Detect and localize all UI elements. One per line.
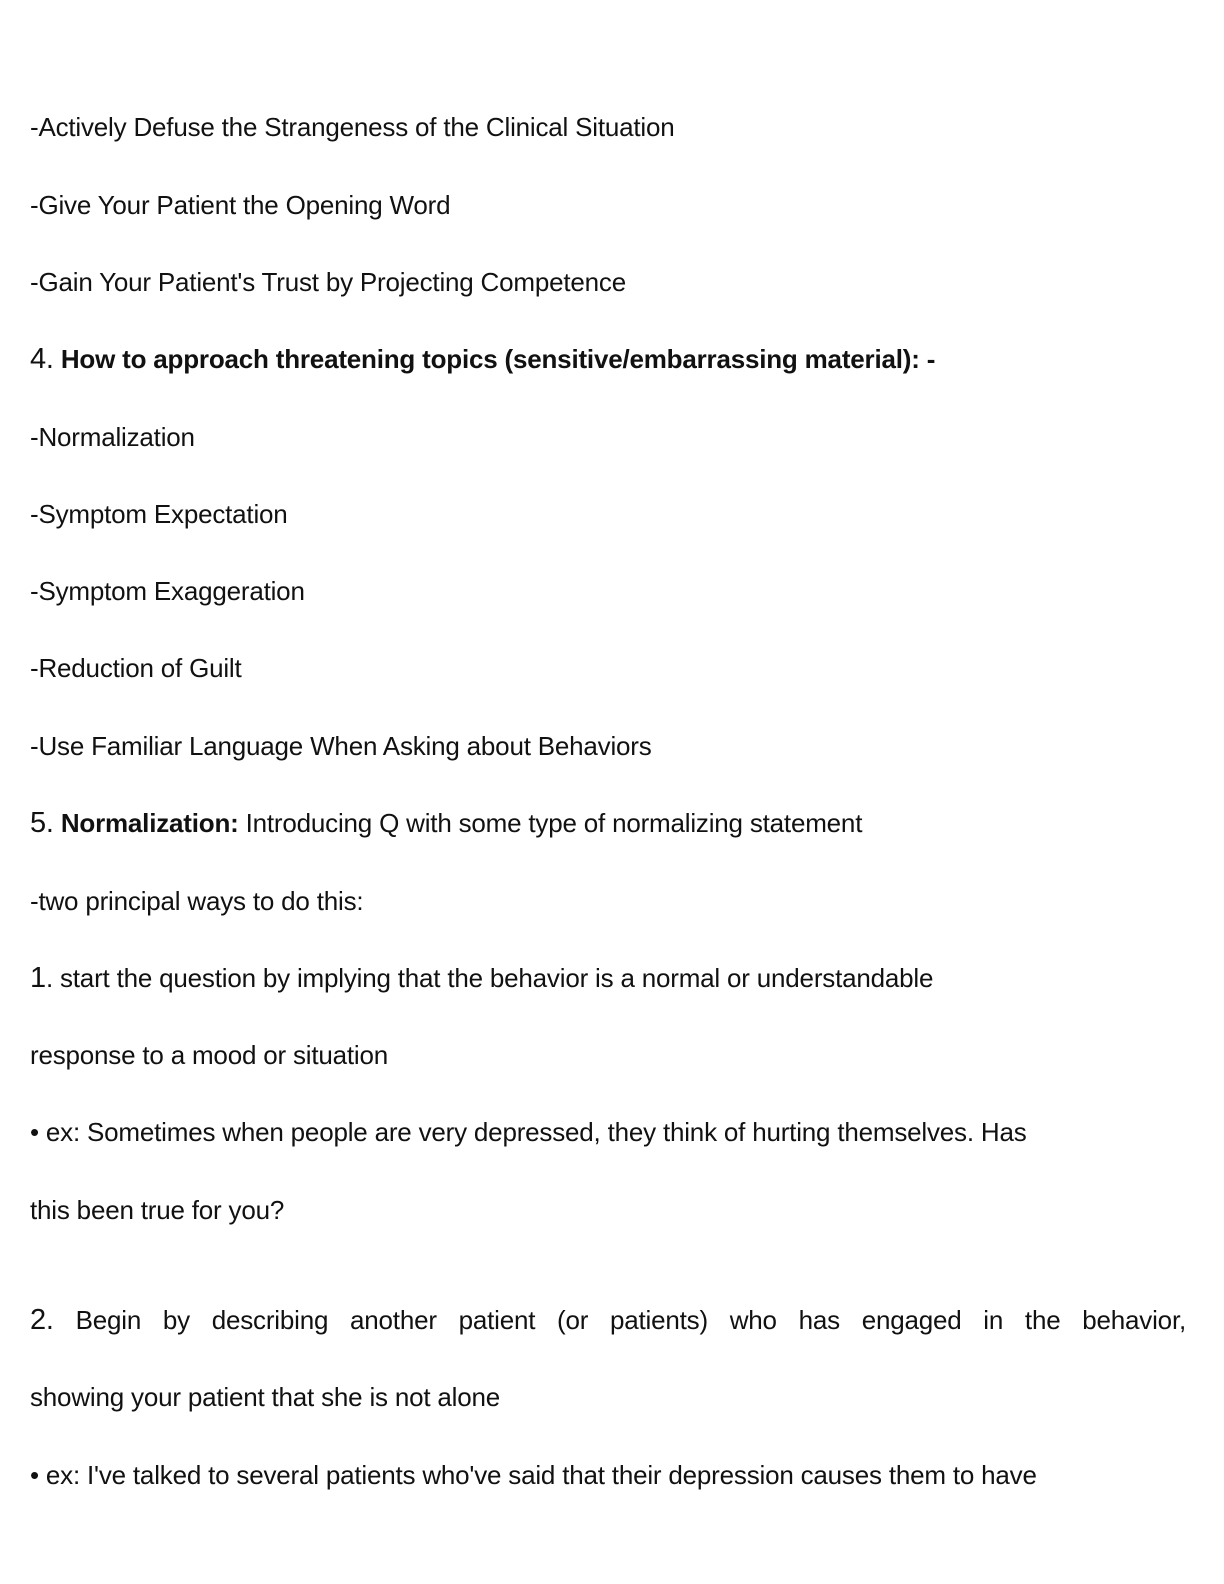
text-line-symptom-expectation: -Symptom Expectation [30,499,288,529]
text-line-way-one [30,961,1186,995]
text-line-opening-word: -Give Your Patient the Opening Word [30,190,451,220]
text-line-symptom-exaggeration: -Symptom Exaggeration [30,576,305,606]
text-line-projecting-competence: -Gain Your Patient's Trust by Projecting Competence [30,267,626,297]
text-line-example-one: • ex: Sometimes when people are very depressed, they think of hurting themselves. Has [30,1117,1027,1147]
text-line-way-two [30,1303,1186,1337]
list-number: 4. [30,343,54,375]
text-line-example-one-continued: this been true for you? [30,1195,285,1225]
text-line-two-ways: -two principal ways to do this: [30,886,364,916]
list-number: 2. [30,1304,54,1336]
text-line-way-two-continued: showing your patient that she is not alone [30,1382,501,1412]
heading-description: Introducing Q with some type of normalizing statement [245,808,863,838]
text-line-defuse-strangeness: -Actively Defuse the Strangeness of the Clinical Situation [30,112,675,142]
heading-text: Normalization: [60,808,239,838]
way-two-text: Begin by describing another patient (or patients) who has engaged in the behavior, [75,1305,1186,1335]
heading-text: How to approach threatening topics (sensitive/embarrassing material): - [60,344,936,374]
list-number: 5. [30,807,54,839]
way-one-text: . start the question by implying that the behavior is a normal or understandable [45,963,934,993]
text-line-reduction-of-guilt: -Reduction of Guilt [30,653,242,683]
text-line-example-two: • ex: I've talked to several patients who've said that their depression causes them to have [30,1460,1037,1490]
text-line-familiar-language: -Use Familiar Language When Asking about Behaviors [30,731,652,761]
heading-threatening-topics [30,342,1186,376]
heading-normalization [30,806,1186,840]
list-number: 1 [30,962,46,994]
text-line-way-one-continued: response to a mood or situation [30,1040,389,1070]
text-line-normalization: -Normalization [30,422,195,452]
